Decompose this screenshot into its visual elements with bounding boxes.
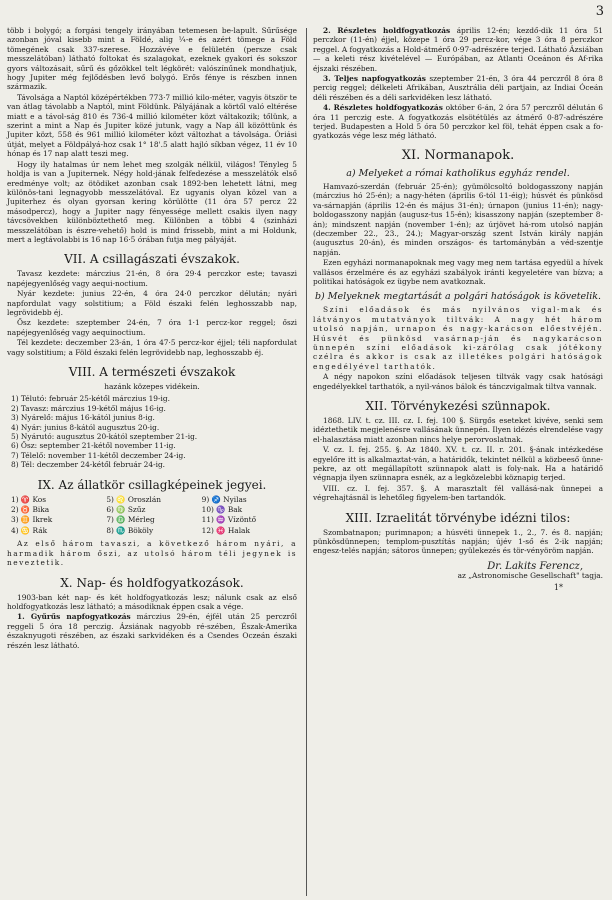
zodiac-sign: 4) ♋ Rák — [11, 525, 48, 535]
eclipse-1 — [7, 612, 297, 650]
court-paragraph: VIII. cz. I. fej. 357. §. A marasztalt fél vallásá-nak ünnepei a végrehajtásnál is lehetőleg figyelem-ben tartandók. — [313, 483, 603, 503]
eclipse-1-label: 1. Gyűrűs napfogyatkozás — [17, 612, 131, 622]
normal-days-sub-b: b) Melyeknek megtartását a polgári hatóságok is követelik. — [314, 291, 602, 303]
zodiac-sign: 1) ♈ Kos — [11, 494, 47, 504]
eclipse-3-label: 3. Teljes napfogyatkozás — [323, 74, 426, 84]
season-summer: Nyár kezdete: junius 22-én, 4 óra 24·0 perczkor délután; nyári napfordulat vagy solstitium; a Föld északi felén leghosszabb nap, legrövidebb éj. — [7, 289, 297, 317]
eclipse-2 — [313, 26, 603, 73]
zodiac-sign: 6) ♍ Szűz — [106, 505, 146, 515]
normal-days-b-paragraph: A négy napokon színi előadások teljesen tiltvák vagy csak hatósági engedélyekkel tarthatók, a nyil-vános bálok és tánczvigalmak tiltva vannak. — [313, 372, 603, 391]
eclipse-2-text: április 12-én; kezdő-dik 11 óra 51 perczkor (11-én) éjjel, közepe 1 óra 29 percz-kor, vége 3 óra 8 perczkor reggel. A fogyatkozás a Hold-átmérő 0·97-adrészére terjed. Látható Ázsiában — a keleti rész kivételével — Európában, az Atlanti Oceánon és Af-rika éjszaki részében. — [313, 26, 603, 73]
section-title-jewish: XIII. Izraelitát törvénybe idézni tilos: — [345, 510, 571, 525]
jewish-paragraph: Szombatnapon; purimnapon; a húsvéti ünnepek 1., 2., 7. és 8. napján; pünkösdünnepen; templom-pusztítás napján; újév 1-ső és 2-ik napján; engesz-telés napján; sátoros ünnepen; gyülekezés és tör-vényöröm napján. — [313, 527, 603, 556]
natural-seasons-subtitle: hazánk közepes vidékein. — [104, 382, 200, 391]
section-title-seasons: VII. A csillagászati évszakok. — [64, 252, 240, 267]
court-paragraph: V. cz. I. fej. 255. §. Az 1840. XV. t. cz. II. r. 201. §-ának intézkedése egyelőre itt is alkalmaztat-ván, a határidők, tekintet nélkül a közbeeső ünne-pekre, az ott megállapított szünnapok alatt is foly-nak. Ha a határidő végnapja ilyen szünnapra esnék, az a legközelebbi köznapig terjed. — [313, 445, 603, 483]
list-item: 4) Nyár: junius 8-kától augusztus 20-ig. — [11, 422, 160, 432]
list-item: 3) Nyárelő: május 16-kától junius 8-ig. — [11, 413, 155, 423]
season-autumn: Ősz kezdete: szeptember 24-én, 7 óra 1·1 percz-kor reggel; őszi napéjegyenlőség vagy aequinoctium. — [7, 318, 297, 337]
eclipses-intro: 1903-ban két nap- és két holdfogyatkozás lesz; nálunk csak az első holdfogyatkozás lesz látható; a másodiknak éppen csak a vége. — [7, 592, 297, 611]
section-title-zodiac: IX. Az állatkör csillagképeinek jegyei. — [37, 477, 267, 492]
zodiac-sign: 11) ♒ Vízöntő — [201, 515, 257, 525]
section-title-eclipses: X. Nap- és holdfogyatkozások. — [60, 575, 244, 590]
normal-days-b-paragraph: Színi előadások és más nyilvános vigal-mak és látványos mutatványok tiltvák: A nagy hét három utolsó napján, urnapon és nagy-karácson előestvéjén. Húsvét és pünkösd vasárnap-ján és nagykarácson ünnepén színi előadások ki-zárólag csak jótékony czélra és akkor is csak az illetékes polgári hatóságok engedélyével tarthatók. — [313, 305, 603, 371]
list-item: 2) Tavasz: márczius 19-kétől május 16-ig. — [11, 403, 166, 413]
list-item: 5) Nyárutó: augusztus 20-kától szeptember 21-ig. — [11, 432, 198, 442]
jupiter-paragraph-3: Hogy ily hatalmas úr nem lehet meg szolgák nélkül, világos! Tényleg 5 holdja is van a Jupiternek. Négy hold-jának felfedezése a messzelátók első eredménye volt; az ötödiket azonban csak 1892-ben lehetett látni, meg különös-tani legnagyobb messzelátóval. Ez ugyanis olyan közel van a Jupiterhez és olyan gyorsan kering körülötte (11 óra 57 percz 22 másodpercz), hogy a Jupiter nagy fényessége mellett csakis ilyen nagy távcsövekben különböztethető meg. Különben a többi 4 (szinházi messzelátóban is észre-vehető) hold is mind frissebb, mint a mi Holdunk, mert a legtávolabbi is 16 nap 16·5 órában futja meg pályáját. — [7, 159, 297, 244]
eclipse-1-text: márczius 29-én, éjfél után 25 perczről reggeli 5 óra 18 perczig. Ázsiának nagyobb ré-szében, Észak-Amerika északnyugoti részében, az északi sarkvidéken és a Csendes Oczeán északi részén lesz látható. — [7, 612, 297, 650]
season-winter: Tél kezdete: deczember 23-án, 1 óra 47·5 percz-kor éjjel; téli napfordulat vagy solstitium; a Föld északi felén legrövidebb nap, leghosszabb éj. — [7, 338, 297, 357]
zodiac-sign: 9) ♐ Nyilas — [201, 494, 247, 504]
jupiter-paragraph-1: több i bolygó; a forgási tengely irányában tetemesen be-lapult. Sűrűsége azonban jóval kisebb mint a Földé, alig ¼-e és azért tömege a Föld tömegének csak 337-szerese. Hozzávéve e felületén (persze csak messzelátóban) látható foltokat és szalagokat, ezeknek gyakori és sokszor gyors változásait, sűrű és gőzökkel telt légkörét: valószínűnek mondhatjuk, hogy Jupiter még fejlődésben levő bolygó. Erős fénye is részben innen származik. — [7, 26, 297, 92]
list-item: 6) Ősz: september 21-kétől november 11-ig. — [11, 441, 176, 451]
section-title-normal-days: XI. Normanapok. — [401, 147, 515, 163]
normal-days-a-paragraph: Hamvazó-szerdán (február 25-én); gyümölcsoltó boldogasszony napján (márczius hó 25-én); a nagy-héten (április 6-tól 11-éig); húsvét és pünkösd va-sárnapján (április 12-én és május 31-én); úrnapon (junius 11-én); nagy-boldogasszony napján (augusz-tus 15-én); kisasszony napján (szeptember 8-án); mindszent napján (november 1-én); az úrjövet há-rom utolsó napján (deczember 22., 23., 24.); Magyar-ország szent István király napján (augusztus 20-án), és minden országos- és tartománybán a véd-szentje napján. — [313, 181, 603, 257]
zodiac-sign: 12) ♓ Halak — [201, 525, 250, 535]
list-item: 1) Télutó: február 25-kétől márczius 19-ig. — [11, 394, 170, 404]
normal-days-sub-a: a) Melyeket a római katholikus egyház rendel. — [346, 167, 570, 179]
section-title-natural-seasons: VIII. A természeti évszakok — [68, 365, 236, 379]
list-item: 8) Tél: deczember 24-kétől február 24-ig. — [11, 460, 166, 470]
season-spring: Tavasz kezdete: márczius 21-én, 8 óra 29·4 perczkor este; tavaszi napéjegyenlőség vagy aequi-noctium. — [7, 269, 297, 288]
right-column — [313, 26, 603, 592]
natural-seasons-list — [7, 394, 297, 469]
zodiac-sign: 2) ♉ Bika — [11, 505, 50, 515]
court-paragraph: 1868. LIV. t. cz. III. cz. I. fej. 100 §. Sürgős eseteket kivéve, senki sem idéztethetik megjelenésre vallásának ünnepén. Ilyen idézés elrendelése vagy el-halasztása miatt azonban nincs helye perorvoslatnak. — [313, 416, 603, 444]
zodiac-sign: 10) ♑ Bak — [201, 505, 243, 515]
left-column — [7, 26, 297, 651]
section-title-court: XII. Törvénykezési szünnapok. — [365, 399, 551, 413]
page-number: 3 — [595, 4, 604, 19]
eclipse-4-label: 4. Részletes holdfogyatkozás — [323, 103, 443, 113]
zodiac-sign: 5) ♌ Oroszlán — [106, 494, 162, 504]
zodiac-sign: 8) ♏ Bököly — [106, 525, 154, 535]
eclipse-4 — [313, 103, 603, 141]
column-divider — [306, 28, 307, 896]
eclipse-2-label: 2. Részletes holdfogyatkozás — [323, 26, 451, 35]
eclipse-4-text: október 6-án, 2 óra 57 perczről délután 6 óra 11 perczig este. A fogyatkozás elsötétülés az átmérő 0·87-adrészére terjed. Budapesten a Hold 5 óra 50 perczkor kel föl, tehát éppen csak a fo-gyatkozás vége lesz még látható. — [313, 103, 603, 141]
eclipse-3-text: szeptember 21-én, 3 óra 44 perczről 8 óra 8 percig reggel; délkeleti Afrikában, Ausztrália déli partjain, az Indiai Óceán déli részében és a déli sarkvidéken lesz látható. — [313, 74, 603, 102]
jupiter-paragraph-2: Távolsága a Naptól középértékben 773·7 millió kilo-méter, vagyis ötször te van átlag távolabb a Naptól, mint Földünk. Pályájának a körtől való eltérése miatt e a távol-ság 810 és 736·4 millió kilométer közt váltakozik; tőlünk, a szerint a mint a Nap és Jupiter közé jutunk, vagy a Nap áll közöttünk és Jupiter közt, 558 és 961 millió kilométer közt változhat a távolsága. Óriási útját, melyet a Földpályá-hoz csak 1° 18'.5 alatt hajló síkban végez, 11 év 10 hónap és 17 nap alatt teszi meg. — [7, 92, 297, 159]
footer-mark: 1* — [553, 582, 563, 592]
zodiac-sign: 7) ♎ Mérleg — [106, 515, 155, 525]
author-signature: Dr. Lakits Ferencz, — [487, 560, 583, 572]
list-item: 7) Télelő: november 11-kétől deczember 24-ig. — [11, 450, 186, 460]
eclipse-3 — [313, 74, 603, 102]
author-affiliation: az „Astronomische Gesellschaft" tagja. — [457, 571, 603, 581]
zodiac-signs-grid — [11, 495, 297, 536]
normal-days-a-paragraph: Ezen egyházi normanapoknak meg vagy meg nem tartása egyedül a hívek vallásos érzelmére és az egyházi szabályok iránti kegyeletére van bízva; a politikai hatóságok ez ügybe nem avatkoznak. — [313, 258, 603, 286]
zodiac-sign: 3) ♊ Ikrek — [11, 515, 53, 525]
zodiac-note: Az első három tavaszi, a következő három nyári, a harmadik három őszi, az utolsó három téli jegynek is neveztetik. — [7, 539, 297, 568]
